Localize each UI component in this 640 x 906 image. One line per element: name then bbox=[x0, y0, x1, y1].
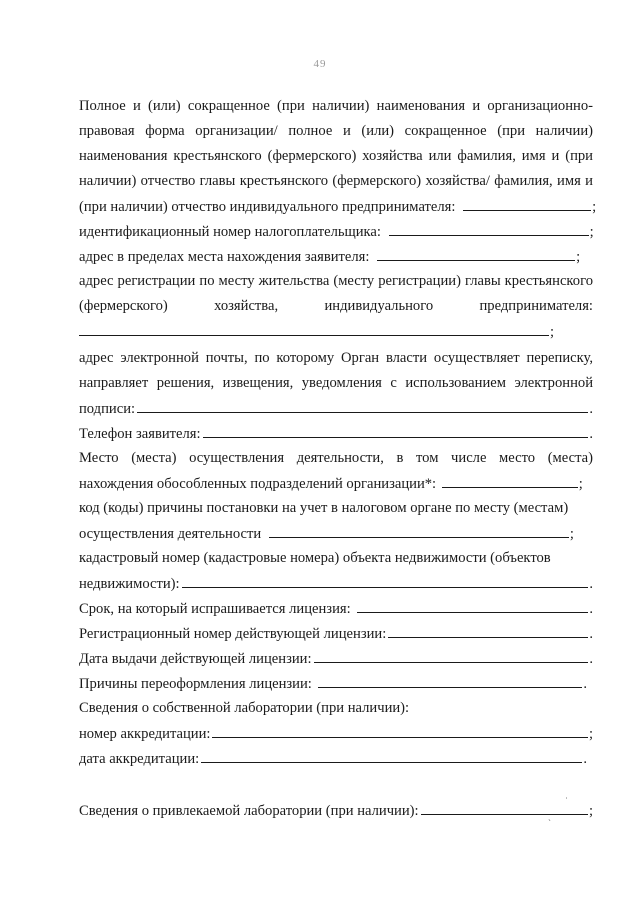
registration-word-3: индивидуального bbox=[324, 298, 434, 314]
activity-field[interactable] bbox=[442, 473, 578, 488]
inn-field[interactable] bbox=[389, 221, 589, 236]
period: . bbox=[583, 751, 587, 767]
hired-lab-label: Сведения о привлекаемой лаборатории (при наличии): bbox=[79, 803, 419, 819]
location-label: адрес в пределах места нахождения заявителя: bbox=[79, 249, 370, 265]
period: . bbox=[583, 676, 587, 692]
semicolon: ; bbox=[569, 526, 574, 542]
page-number: 49 bbox=[313, 58, 327, 70]
kpp-line-2 bbox=[79, 523, 593, 543]
phone-label: Телефон заявителя: bbox=[79, 426, 201, 442]
semicolon: ; bbox=[588, 726, 593, 742]
semicolon: ; bbox=[578, 476, 583, 492]
location-field[interactable] bbox=[377, 246, 575, 261]
org-name-line-4: наличии) отчество главы крестьянского (фермерского) хозяйства/ фамилия, имя и bbox=[79, 173, 593, 189]
accr-number-label: номер аккредитации: bbox=[79, 726, 211, 742]
semicolon: ; bbox=[550, 324, 555, 340]
email-field[interactable] bbox=[137, 398, 588, 413]
activity-line-1: Место (места) осуществления деятельности, в том числе место (места) bbox=[79, 450, 593, 466]
org-name-label: (при наличии) отчество индивидуального предпринимателя: bbox=[79, 199, 456, 215]
registration-word-4: предпринимателя: bbox=[479, 298, 593, 314]
org-name-line-1: Полное и (или) сокращенное (при наличии) наименования и организационно- bbox=[79, 98, 593, 114]
semicolon: ; bbox=[576, 249, 581, 265]
reg-number-field[interactable] bbox=[388, 623, 588, 638]
registration-word-1: (фермерского) bbox=[79, 298, 168, 314]
term-label: Срок, на который испрашивается лицензия: bbox=[79, 601, 351, 617]
semicolon: ; bbox=[592, 199, 597, 215]
reissue-line bbox=[79, 673, 587, 693]
org-name-line-2: правовая форма организации/ полное и (или) сокращенное (при наличии) bbox=[79, 123, 593, 139]
org-name-line-3: наименования крестьянского (фермерского) хозяйства или фамилия, имя и (при bbox=[79, 148, 593, 164]
period: . bbox=[589, 651, 593, 667]
accr-date-field[interactable] bbox=[201, 748, 582, 763]
reissue-field[interactable] bbox=[318, 673, 582, 688]
issue-date-label: Дата выдачи действующей лицензии: bbox=[79, 651, 312, 667]
accr-date-label: дата аккредитации: bbox=[79, 751, 200, 767]
period: . bbox=[589, 626, 593, 642]
kpp-label: осуществления деятельности bbox=[79, 526, 262, 542]
cadastral-field[interactable] bbox=[182, 573, 589, 588]
reissue-label: Причины переоформления лицензии: bbox=[79, 676, 312, 692]
period: . bbox=[589, 576, 593, 592]
location-line bbox=[79, 246, 593, 266]
reg-number-line bbox=[79, 623, 593, 643]
email-label: подписи: bbox=[79, 401, 136, 417]
accr-number-field[interactable] bbox=[212, 723, 587, 738]
inn-label: идентификационный номер налогоплательщика: bbox=[79, 224, 381, 240]
period: . bbox=[589, 601, 593, 617]
reg-number-label: Регистрационный номер действующей лицензии: bbox=[79, 626, 387, 642]
org-name-field[interactable] bbox=[463, 196, 591, 211]
period: . bbox=[589, 426, 593, 442]
registration-line-3 bbox=[79, 321, 593, 341]
hired-lab-line bbox=[79, 800, 593, 820]
scan-speck: ` bbox=[548, 818, 551, 828]
registration-line-1: адрес регистрации по месту жительства (месту регистрации) главы крестьянского bbox=[79, 273, 593, 289]
org-name-line-5 bbox=[79, 196, 597, 216]
cadastral-line-1: кадастровый номер (кадастровые номера) объекта недвижимости (объектов bbox=[79, 550, 551, 566]
registration-field[interactable] bbox=[79, 321, 549, 336]
accr-number-line bbox=[79, 723, 593, 743]
issue-date-line bbox=[79, 648, 593, 668]
email-line-3 bbox=[79, 398, 593, 418]
registration-line-2 bbox=[79, 296, 593, 316]
kpp-field[interactable] bbox=[269, 523, 569, 538]
semicolon: ; bbox=[589, 224, 594, 240]
own-lab-line: Сведения о собственной лаборатории (при наличии): bbox=[79, 700, 410, 716]
issue-date-field[interactable] bbox=[314, 648, 589, 663]
term-line bbox=[79, 598, 593, 618]
semicolon: ; bbox=[588, 803, 593, 819]
term-field[interactable] bbox=[357, 598, 589, 613]
cadastral-line-2 bbox=[79, 573, 593, 593]
phone-line bbox=[79, 423, 593, 443]
activity-line-2 bbox=[79, 473, 593, 493]
registration-word-2: хозяйства, bbox=[214, 298, 279, 314]
cadastral-label: недвижимости): bbox=[79, 576, 180, 592]
email-line-2: направляет решения, извещения, уведомления с использованием электронной bbox=[79, 375, 593, 391]
accr-date-line bbox=[79, 748, 587, 768]
phone-field[interactable] bbox=[203, 423, 589, 438]
inn-line bbox=[79, 221, 593, 241]
scan-speck: ˙ bbox=[565, 796, 568, 806]
period: . bbox=[589, 401, 593, 417]
email-line-1: адрес электронной почты, по которому Орган власти осуществляет переписку, bbox=[79, 350, 593, 366]
activity-label: нахождения обособленных подразделений организации*: bbox=[79, 476, 437, 492]
hired-lab-field[interactable] bbox=[421, 800, 588, 815]
kpp-line-1: код (коды) причины постановки на учет в налоговом органе по месту (местам) bbox=[79, 500, 569, 516]
